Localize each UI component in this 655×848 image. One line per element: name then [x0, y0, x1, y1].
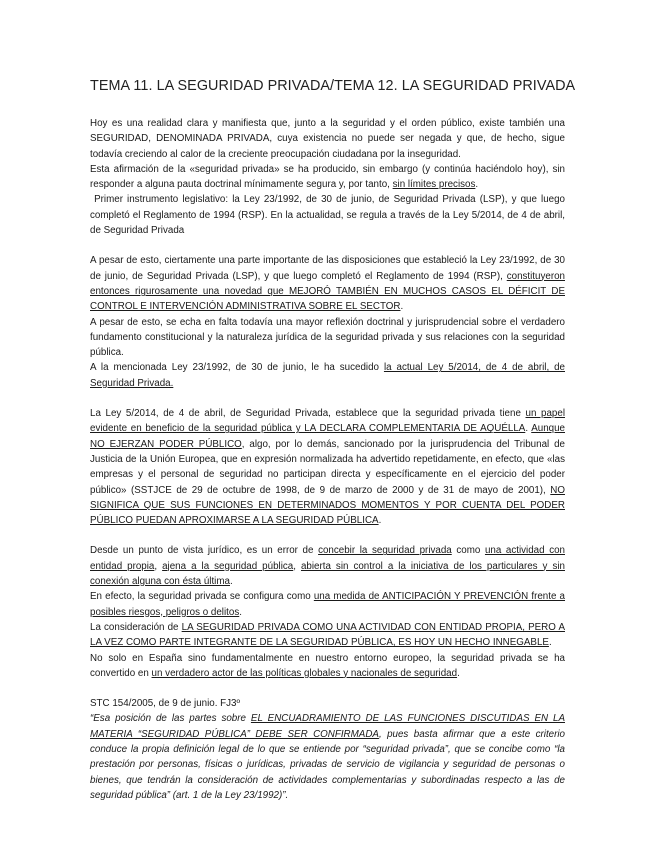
underlined-text: LA SEGURIDAD PRIVADA COMO UNA ACTIVIDAD CON ENTIDAD PROPIA, PERO A LA VEZ COMO PARTE INTEGRANTE DE LA SEGURIDAD PÚBLICA, ES HOY UN HECHO INNEGABLE [90, 621, 565, 649]
paragraph: Primer instrumento legislativo: la Ley 23/1992, de 30 de junio, de Seguridad Privada (LSP), y que luego completó el Reglamento de 1994 (RSP). En la actualidad, se regula a través de la Ley 5/2014, de 4 de abril, de Seguridad Privada [90, 194, 565, 237]
citation-heading: STC 154/2005, de 9 de junio. FJ3º [90, 698, 241, 710]
paragraph-gap [90, 391, 565, 406]
document-body [90, 116, 565, 803]
paragraph-gap [90, 238, 565, 253]
underlined-text: ajena a la seguridad pública [162, 560, 294, 572]
underlined-text: la actual Ley 5/2014, de 4 de abril, de Seguridad Privada. [90, 362, 565, 389]
underlined-text: NO SIGNIFICA QUE SUS FUNCIONES EN DETERMINADOS MOMENTOS Y POR CUENTA DEL PODER PÚBLICO PUEDAN APROXIMARSE A LA SEGURIDAD PÚBLICA [90, 484, 565, 527]
paragraph: La Ley 5/2014, de 4 de abril, de Seguridad Privada, establece que la seguridad privada tiene un papel evidente en beneficio de la seguridad pública y LA DECLARA COMPLEMENTARIA DE AQUÉLLA. Aunque NO EJERZAN PODER PÚBLICO, algo, por lo demás, sancionado por la jurisprudencia del Tribunal de Justicia de la Unión Europea, que en expresión normalizada ha advertido repetidamente, en efecto, que «las empresas y el personal de seguridad no participan directa y específicamente en el ejercicio del poder público» (SSTJCE de 29 de octubre de 1998, de 9 de marzo de 2000 y de 31 de mayo de 2001), NO SIGNIFICA QUE SUS FUNCIONES EN DETERMINADOS MOMENTOS Y POR CUENTA DEL PODER PÚBLICO PUEDAN APROXIMARSE A LA SEGURIDAD PÚBLICA. [90, 408, 565, 527]
paragraph: Desde un punto de vista jurídico, es un error de concebir la seguridad privada como una actividad con entidad propia, ajena a la seguridad pública, abierta sin control a la iniciativa de los particulares y sin conexión alguna con ésta última. [90, 545, 565, 588]
quote-paragraph: “Esa posición de las partes sobre EL ENCUADRAMIENTO DE LAS FUNCIONES DISCUTIDAS EN LA MATERIA “SEGURIDAD PÚBLICA” DEBE SER CONFIRMADA, pues basta afirmar que a este criterio conduce la propia definición legal de lo que se entiende por “seguridad privada”, que se concibe como “la prestación por personas, físicas o jurídicas, privadas de servicio de vigilancia y seguridad de personas o bienes, que tendrán la consideración de actividades complementarias y subordinadas respecto a las de seguridad pública” (art. 1 de la Ley 23/1992)”. [90, 713, 565, 801]
underlined-text: una actividad con entidad propia [90, 545, 565, 572]
underlined-text: un verdadero actor de las políticas globales y nacionales de seguridad [151, 667, 458, 679]
paragraph: Hoy es una realidad clara y manifiesta que, junto a la seguridad y el orden público, existe también una SEGURIDAD, DENOMINADA PRIVADA, cuya existencia no puede ser negada y que, de hecho, sigue todavía creciendo al calor de la creciente preocupación ciudadana por la inseguridad. [90, 118, 565, 160]
underlined-text: Aunque NO EJERZAN PODER PÚBLICO [90, 423, 565, 450]
paragraph: No solo en España sino fundamentalmente en nuestro entorno europeo, la seguridad privada se ha convertido en un verdadero actor de las políticas globales y nacionales de seguridad. [90, 652, 565, 679]
paragraph: Esta afirmación de la «seguridad privada» se ha producido, sin embargo (y continúa haciéndolo hoy), sin responder a alguna pauta doctrinal mínimamente segura y, por tanto, sin límites precisos. [90, 163, 565, 191]
underlined-text: EL ENCUADRAMIENTO DE LAS FUNCIONES DISCUTIDAS EN LA MATERIA “SEGURIDAD PÚBLICA” DEBE SER CONFIRMADA [90, 713, 565, 740]
underlined-text: un papel evidente en beneficio de la seguridad pública y LA DECLARA COMPLEMENTARIA DE AQUÉLLA [90, 408, 565, 435]
paragraph: En efecto, la seguridad privada se configura como una medida de ANTICIPACIÓN Y PREVENCIÓN frente a posibles riesgos, peligros o delitos. [90, 591, 566, 618]
paragraph: A pesar de esto, ciertamente una parte importante de las disposiciones que estableció la Ley 23/1992, de 30 de junio, de Seguridad Privada (LSP), y que luego completó el Reglamento de 1994 (RSP), constituyeron entonces rigurosamente una novedad que MEJORÓ TAMBIÉN EN MUCHOS CASOS EL DÉFICIT DE CONTROL E INTERVENCIÓN ADMINISTRATIVA SOBRE EL SECTOR. [90, 255, 565, 313]
paragraph-gap [90, 528, 565, 543]
underlined-text: una medida de ANTICIPACIÓN Y PREVENCIÓN frente a posibles riesgos, peligros o delitos [90, 591, 566, 618]
page-title: TEMA 11. LA SEGURIDAD PRIVADA/TEMA 12. LA SEGURIDAD PRIVADA [90, 78, 576, 94]
paragraph: La consideración de LA SEGURIDAD PRIVADA COMO UNA ACTIVIDAD CON ENTIDAD PROPIA, PERO A LA VEZ COMO PARTE INTEGRANTE DE LA SEGURIDAD PÚBLICA, ES HOY UN HECHO INNEGABLE. [90, 621, 565, 649]
underlined-text: abierta sin control a la iniciativa de los particulares y sin conexión alguna con ésta última [90, 560, 565, 588]
paragraph: A la mencionada Ley 23/1992, de 30 de junio, le ha sucedido la actual Ley 5/2014, de 4 de abril, de Seguridad Privada. [90, 362, 565, 389]
underlined-text: concebir la seguridad privada [318, 545, 452, 557]
paragraph-gap [90, 681, 565, 696]
underlined-text: constituyeron entonces rigurosamente una novedad que MEJORÓ TAMBIÉN EN MUCHOS CASOS EL DÉFICIT DE CONTROL E INTERVENCIÓN ADMINISTRATIVA SOBRE EL SECTOR [90, 270, 565, 313]
underlined-text: sin límites precisos [392, 179, 476, 191]
paragraph: A pesar de esto, se echa en falta todavía una mayor reflexión doctrinal y jurisprudencial sobre el verdadero fundamento constitucional y la naturaleza jurídica de la seguridad privada y sus relaciones con la seguridad pública. [90, 316, 565, 359]
